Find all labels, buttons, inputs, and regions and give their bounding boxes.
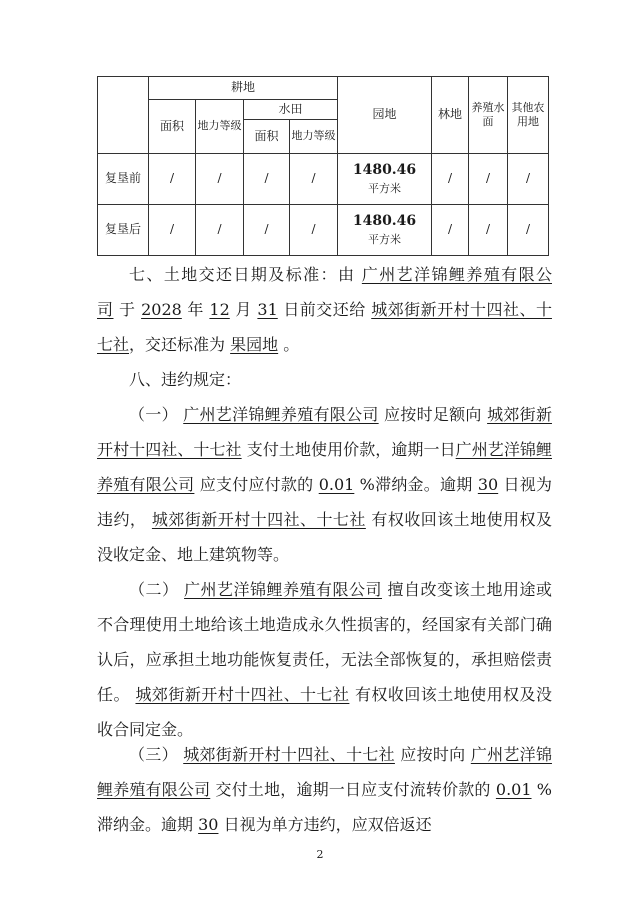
header-area: 面积	[149, 100, 196, 154]
p2-text-3: 有权收回该土地使用权及没收合同定金。	[97, 685, 552, 739]
header-paddy-grade: 地力等级	[290, 120, 338, 154]
p3-village: 城郊街新开村十四社、十七社	[183, 745, 395, 764]
s7-day: 31	[257, 300, 278, 319]
s7-text-3: 年	[187, 300, 204, 319]
p1-rate: 0.01	[318, 475, 355, 494]
cell-other: /	[508, 205, 549, 256]
table-row	[98, 154, 549, 205]
cell-grade: /	[196, 205, 244, 256]
cell-aquaculture: /	[469, 154, 508, 205]
cell-forest: /	[432, 154, 469, 205]
cell-area: /	[149, 154, 196, 205]
s7-text-1: 七、土地交还日期及标准：由	[129, 265, 356, 284]
s7-month: 12	[209, 300, 230, 319]
p1-text-3: 支付土地使用价款，逾期一日	[246, 440, 456, 459]
s7-village: 城郊街新开村十四社、十七社	[97, 300, 552, 354]
cell-aquaculture: /	[469, 205, 508, 256]
section-7-return-date	[97, 257, 552, 362]
p3-text-4: %滞纳金。逾期	[97, 780, 552, 834]
p1-company: 广州艺洋锦鲤养殖有限公司	[183, 405, 379, 424]
p3-company: 广州艺洋锦鲤养殖有限公司	[97, 745, 552, 799]
row-label: 复垦前	[98, 154, 149, 205]
cell-area: /	[149, 205, 196, 256]
p1-village-2: 城郊街新开村十四社、十七社	[151, 510, 366, 529]
p1-days: 30	[477, 475, 499, 494]
header-soil-grade: 地力等级	[196, 100, 244, 154]
garden-area-unit: 平方米	[368, 233, 402, 247]
s7-text-7: 。	[283, 335, 300, 354]
row-label: 复垦后	[98, 205, 149, 256]
p2-text-2: 擅自改变该土地用途或不合理使用土地给该土地造成永久性损害的，经国家有关部门确认后，应承担土地功能恢复责任，无法全部恢复的，承担赔偿责任。	[97, 580, 552, 704]
garden-area-value: 1480.46	[352, 213, 417, 230]
section-8-heading: 八、违约规定：	[129, 370, 242, 389]
p3-text-5: 日视为单方违约，应双倍返还	[223, 815, 432, 834]
cell-paddy-grade: /	[290, 154, 338, 205]
p2-company: 广州艺洋锦鲤养殖有限公司	[184, 580, 382, 599]
cell-paddy-area: /	[244, 205, 290, 256]
land-use-table	[97, 76, 549, 256]
p1-text-5: %滞纳金。逾期	[359, 475, 473, 494]
clause-2	[97, 572, 552, 747]
s7-text-4: 月	[235, 300, 252, 319]
p1-text-7: 有权收回该土地使用权及没收定金、地上建筑物等。	[97, 510, 552, 564]
cell-forest: /	[432, 205, 469, 256]
clause-1	[97, 397, 552, 572]
s7-year: 2028	[141, 300, 182, 319]
s7-standard: 果园地	[230, 335, 279, 354]
p1-text-6: 日视为违约，	[97, 475, 552, 529]
p3-text-2: 应按时向	[400, 745, 466, 764]
header-garden: 园地	[338, 77, 432, 154]
page-number: 2	[316, 848, 324, 861]
p3-rate: 0.01	[495, 780, 532, 799]
p1-text-4: 应支付应付款的	[199, 475, 314, 494]
garden-area-unit: 平方米	[368, 182, 402, 196]
s7-text-2: 于	[119, 300, 136, 319]
s7-text-6: ，交还标准为	[129, 335, 226, 354]
header-cultivated: 耕地	[149, 77, 338, 100]
p3-days: 30	[198, 815, 219, 834]
p2-text-1: （二）	[129, 580, 179, 599]
cell-other: /	[508, 154, 549, 205]
p2-village: 城郊街新开村十四社、十七社	[135, 685, 350, 704]
clause-3	[97, 737, 552, 842]
p1-text-2: 应按时足额向	[384, 405, 482, 424]
header-aquaculture: 养殖水面	[469, 77, 508, 154]
p1-text-1: （一）	[129, 405, 178, 424]
table-row	[98, 205, 549, 256]
header-other-agri: 其他农用地	[508, 77, 549, 154]
cell-garden	[338, 154, 432, 205]
header-paddy: 水田	[244, 100, 338, 120]
cell-paddy-area: /	[244, 154, 290, 205]
p3-text-3: 交付土地，逾期一日应支付流转价款的	[215, 780, 491, 799]
s7-text-5: 日前交还给	[283, 300, 366, 319]
p1-village: 城郊街新开村十四社、十七社	[97, 405, 552, 459]
p1-company-2: 广州艺洋锦鲤养殖有限公司	[97, 440, 552, 494]
s7-company: 广州艺洋锦鲤养殖有限公司	[97, 265, 552, 319]
header-forest: 林地	[432, 77, 469, 154]
cell-grade: /	[196, 154, 244, 205]
header-paddy-area: 面积	[244, 120, 290, 154]
p3-text-1: （三）	[129, 745, 178, 764]
table-corner-cell	[98, 77, 149, 154]
garden-area-value: 1480.46	[352, 162, 417, 179]
cell-paddy-grade: /	[290, 205, 338, 256]
cell-garden	[338, 205, 432, 256]
